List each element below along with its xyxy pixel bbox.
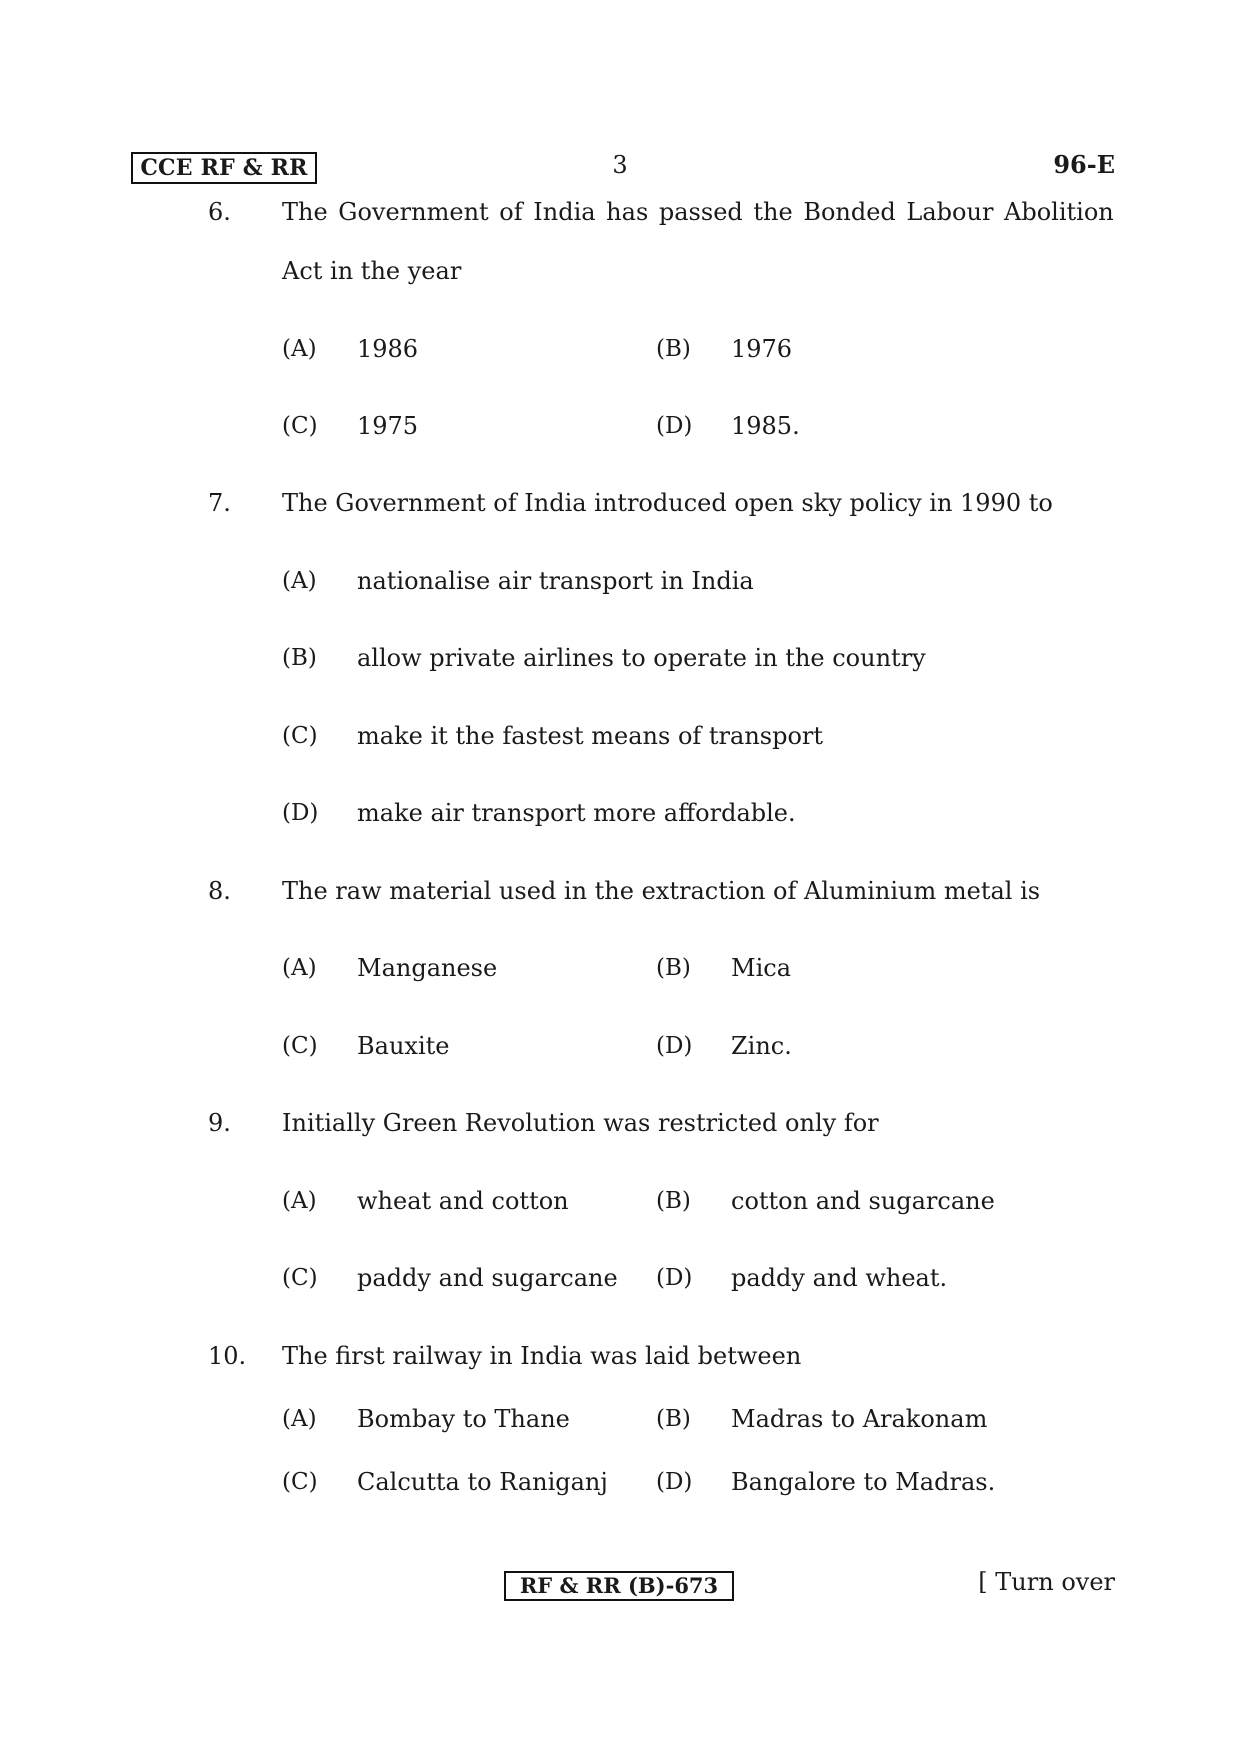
option-text: cotton and sugarcane (731, 1187, 995, 1215)
option-letter: (A) (282, 1406, 317, 1432)
question-number: 7. (208, 489, 231, 517)
option-text: 1976 (731, 335, 793, 363)
option-letter: (B) (656, 1406, 691, 1432)
option-text: Bombay to Thane (357, 1405, 570, 1433)
question-number: 8. (208, 877, 231, 905)
option-letter: (B) (656, 955, 691, 981)
option-letter: (C) (282, 723, 318, 749)
option-letter: (B) (656, 1188, 691, 1214)
option-letter: (C) (282, 413, 318, 439)
question-number: 9. (208, 1109, 231, 1137)
option-letter: (A) (282, 568, 317, 594)
option-text: Bangalore to Madras. (731, 1468, 996, 1496)
option-text: paddy and wheat. (731, 1264, 948, 1292)
option-letter: (C) (282, 1469, 318, 1495)
option-text: allow private airlines to operate in the country (357, 644, 926, 672)
option-text: wheat and cotton (357, 1187, 569, 1215)
option-letter: (A) (282, 1188, 317, 1214)
question-text: The Government of India has passed the Bonded Labour Abolition (282, 198, 1114, 226)
option-letter: (A) (282, 336, 317, 362)
header-paper-code-box: CCE RF & RR (131, 152, 317, 184)
question-text: The first railway in India was laid between (282, 1342, 802, 1370)
option-letter: (D) (656, 413, 693, 439)
question-text: The raw material used in the extraction of Aluminium metal is (282, 877, 1041, 905)
footer-paper-code-box: RF & RR (B)-673 (504, 1571, 734, 1601)
option-text: make it the fastest means of transport (357, 722, 824, 750)
option-text: 1986 (357, 335, 419, 363)
option-letter: (A) (282, 955, 317, 981)
option-letter: (B) (656, 336, 691, 362)
option-letter: (D) (656, 1469, 693, 1495)
question-number: 6. (208, 198, 231, 226)
option-text: Mica (731, 954, 791, 982)
option-text: paddy and sugarcane (357, 1264, 618, 1292)
option-letter: (C) (282, 1033, 318, 1059)
option-letter: (D) (656, 1265, 693, 1291)
option-text: Calcutta to Raniganj (357, 1468, 608, 1496)
turn-over-note: [ Turn over (978, 1568, 1115, 1596)
option-letter: (C) (282, 1265, 318, 1291)
option-text: Madras to Arakonam (731, 1405, 988, 1433)
option-text: make air transport more affordable. (357, 799, 796, 827)
option-letter: (B) (282, 645, 317, 671)
option-text: Zinc. (731, 1032, 792, 1060)
option-text: nationalise air transport in India (357, 567, 754, 595)
question-text-continued: Act in the year (282, 257, 462, 285)
option-text: Manganese (357, 954, 498, 982)
question-text: Initially Green Revolution was restricted only for (282, 1109, 879, 1137)
question-number: 10. (208, 1342, 247, 1370)
header-version-code: 96-E (1053, 150, 1115, 179)
option-letter: (D) (656, 1033, 693, 1059)
question-text: The Government of India introduced open sky policy in 1990 to (282, 489, 1053, 517)
option-text: Bauxite (357, 1032, 450, 1060)
option-text: 1985. (731, 412, 800, 440)
option-text: 1975 (357, 412, 419, 440)
option-letter: (D) (282, 800, 319, 826)
page-number: 3 (612, 151, 628, 179)
